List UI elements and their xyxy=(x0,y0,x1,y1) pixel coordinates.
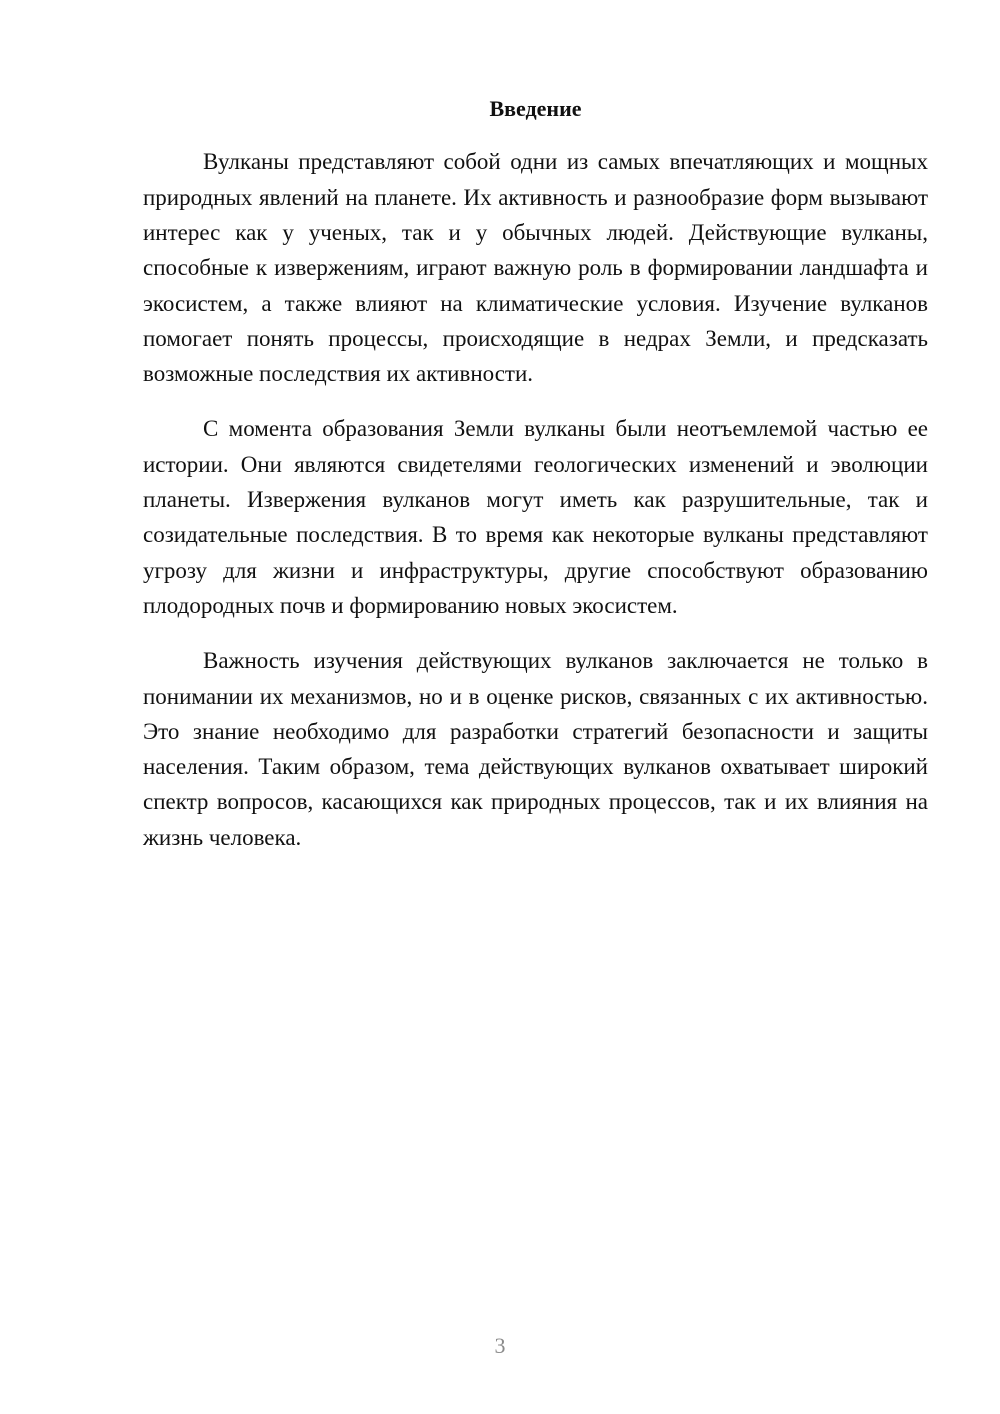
section-heading: Введение xyxy=(489,96,582,121)
page-number: 3 xyxy=(494,1333,506,1358)
page-content xyxy=(143,96,928,875)
paragraph-1: Вулканы представляют собой одни из самых впечатляющих и мощных природных явлений на планете. Их активность и разнообразие форм вызывают интерес как у ученых, так и у обычных людей. Действующие вулканы, способные к извержениям, играют важную роль в формировании ландшафта и экосистем, а также влияют на климатические условия. Изучение вулканов помогает понять процессы, происходящие в недрах Земли, и предсказать возможные последствия их активности. xyxy=(143,149,928,387)
paragraph-3: Важность изучения действующих вулканов заключается не только в понимании их механизмов, но и в оценке рисков, связанных с их активностью. Это знание необходимо для разработки стратегий безопасности и защиты населения. Таким образом, тема действующих вулканов охватывает широкий спектр вопросов, касающихся как природных процессов, так и их влияния на жизнь человека. xyxy=(143,648,928,850)
paragraph-2: С момента образования Земли вулканы были неотъемлемой частью ее истории. Они являются свидетелями геологических изменений и эволюции планеты. Извержения вулканов могут иметь как разрушительные, так и созидательные последствия. В то время как некоторые вулканы представляют угрозу для жизни и инфраструктуры, другие способствуют образованию плодородных почв и формированию новых экосистем. xyxy=(143,416,928,618)
